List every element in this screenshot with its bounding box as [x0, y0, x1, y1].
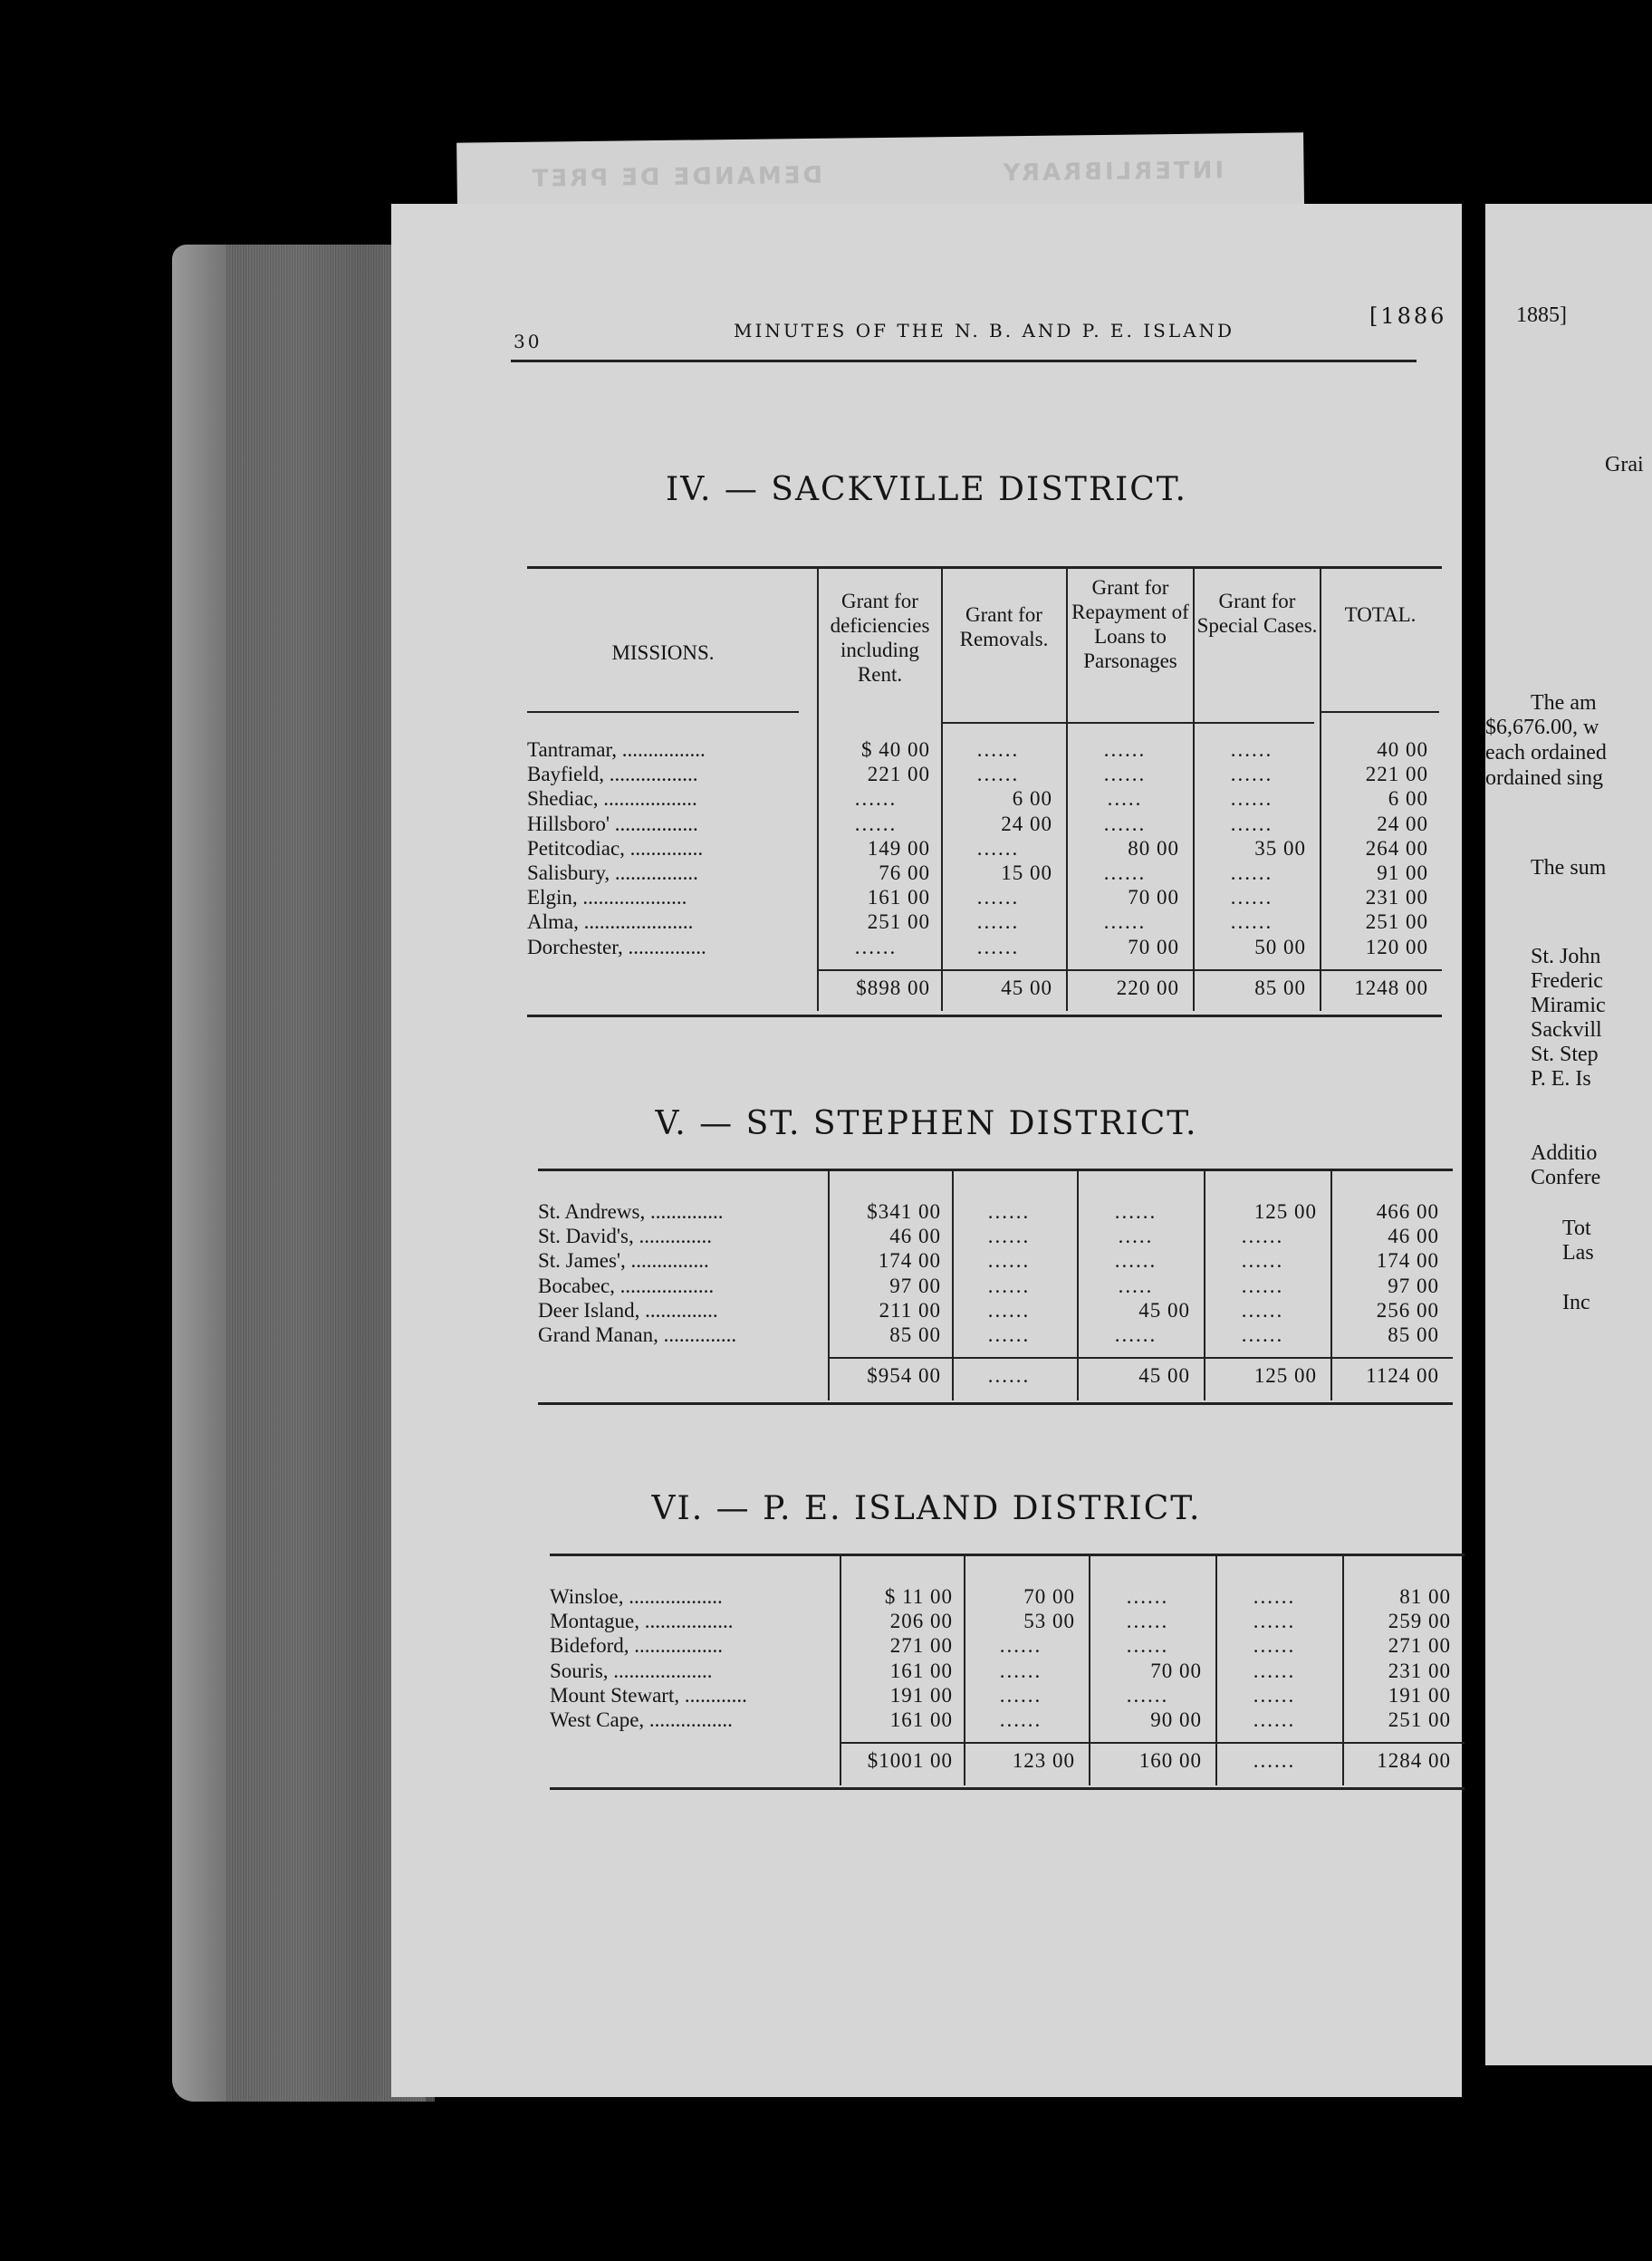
cell-removals: ...... [987, 1249, 1031, 1273]
cell-repayment: ...... [1103, 812, 1147, 835]
cell-removals: ...... [999, 1683, 1042, 1707]
facing-page-text: The am [1531, 691, 1597, 715]
cell-total: 46 00 [1388, 1225, 1439, 1248]
cell-removals: 24 00 [1001, 812, 1052, 835]
column-header-removals: Grant for Removals. [959, 603, 1049, 650]
cell-special: ...... [1230, 861, 1273, 884]
cell-repayment: ..... [1118, 1225, 1154, 1248]
totals-row [527, 977, 1442, 1004]
table-bottom-rule [550, 1787, 1465, 1790]
cell-deficiencies: 149 00 [867, 836, 930, 860]
table-row [527, 813, 1442, 837]
cell-repayment: ..... [1118, 1274, 1154, 1297]
cell-repayment: ...... [1126, 1683, 1169, 1707]
facing-page-text: each ordained [1485, 741, 1607, 765]
cell-deficiencies: 97 00 [889, 1274, 941, 1297]
cell-repayment: ...... [1114, 1200, 1157, 1223]
table-bottom-rule [527, 1015, 1442, 1017]
cell-removals: ...... [987, 1298, 1031, 1322]
table-bottom-rule [538, 1402, 1453, 1405]
cell-total: 221 00 [1365, 763, 1428, 786]
column-header-deficiencies: Grant for deficiencies including Rent. [830, 590, 930, 686]
total-deficiencies: $954 00 [867, 1364, 941, 1388]
total-removals: 45 00 [1001, 976, 1052, 999]
cell-repayment: ...... [1126, 1634, 1169, 1658]
mission-name: St. David's, .............. [538, 1225, 712, 1248]
table-row [550, 1585, 1465, 1610]
cell-total: 174 00 [1376, 1249, 1439, 1273]
table-row [538, 1225, 1453, 1249]
mission-name: Petitcodiac, .............. [527, 836, 704, 860]
total-total: 1124 00 [1366, 1364, 1439, 1388]
table-row [538, 1299, 1453, 1323]
cell-repayment: ..... [1107, 787, 1143, 811]
cell-removals: ...... [987, 1323, 1031, 1346]
cell-deficiencies: 251 00 [867, 910, 930, 934]
cell-deficiencies: 161 00 [889, 1659, 953, 1682]
cell-repayment: 45 00 [1138, 1298, 1190, 1322]
column-header-total: TOTAL. [1344, 603, 1417, 626]
cell-deficiencies: 271 00 [889, 1634, 953, 1658]
facing-page-text: Tot [1562, 1217, 1591, 1240]
cell-removals: ...... [999, 1708, 1042, 1731]
table-row [527, 837, 1442, 861]
slip-line-1: INTERLIBRARY [1000, 157, 1225, 188]
cell-deficiencies: $ 11 00 [884, 1585, 953, 1608]
mission-name: Alma, ..................... [527, 910, 694, 934]
table-row [538, 1323, 1453, 1348]
cell-removals: ...... [999, 1634, 1042, 1658]
table-row [550, 1708, 1465, 1733]
cell-deficiencies: $341 00 [867, 1200, 941, 1223]
column-header-special: Grant for Special Cases. [1196, 590, 1318, 637]
cell-total: 191 00 [1388, 1683, 1451, 1707]
mission-name: Montague, ................. [550, 1610, 734, 1633]
column-header-repayment: Grant for Repayment of Loans to Parsonages [1071, 576, 1189, 672]
facing-page [1485, 204, 1652, 2065]
table-row [527, 910, 1442, 935]
facing-page-text: $6,676.00, w [1485, 716, 1599, 739]
cell-deficiencies: $ 40 00 [861, 738, 930, 761]
mission-name: Grand Manan, .............. [538, 1323, 737, 1346]
cell-special: ...... [1241, 1323, 1284, 1346]
cell-total: 120 00 [1365, 935, 1428, 958]
table-row [527, 886, 1442, 910]
district-table [527, 566, 1442, 999]
facing-page-year: 1885] [1516, 303, 1567, 327]
table-row [527, 861, 1442, 886]
facing-page-text: Sackvill [1531, 1018, 1602, 1042]
facing-page-text: Grai [1605, 453, 1644, 476]
running-title: MINUTES OF THE N. B. AND P. E. ISLAND [734, 320, 1235, 342]
cell-total: 81 00 [1399, 1585, 1451, 1608]
table-row [538, 1275, 1453, 1299]
mission-name: Bayfield, ................. [527, 763, 698, 786]
cell-deficiencies: ...... [854, 812, 898, 835]
cell-special: ...... [1241, 1298, 1284, 1322]
facing-page-text: Frederic [1531, 969, 1603, 993]
cell-deficiencies: 174 00 [878, 1249, 941, 1273]
cell-total: 466 00 [1376, 1200, 1439, 1223]
cell-total: 85 00 [1388, 1323, 1439, 1346]
cell-deficiencies: ...... [854, 935, 898, 958]
total-repayment: 160 00 [1138, 1749, 1202, 1773]
cell-repayment: ...... [1103, 738, 1147, 761]
cell-special: ...... [1253, 1659, 1296, 1682]
table-row [550, 1634, 1465, 1659]
cell-special: ...... [1253, 1683, 1296, 1707]
facing-page-text: The sum [1531, 856, 1607, 880]
cell-special: ...... [1230, 787, 1273, 811]
table-top-rule [527, 566, 1442, 569]
cell-deficiencies: 46 00 [889, 1225, 941, 1248]
table-row [550, 1610, 1465, 1634]
book-page-30 [391, 204, 1462, 2097]
cell-repayment: 80 00 [1128, 836, 1179, 860]
cell-special: ...... [1230, 910, 1273, 934]
totals-row [538, 1364, 1453, 1391]
cell-deficiencies: 206 00 [889, 1610, 953, 1633]
table-row [538, 1200, 1453, 1225]
total-deficiencies: $898 00 [856, 976, 930, 999]
cell-removals: 53 00 [1023, 1610, 1075, 1633]
cell-deficiencies: 221 00 [867, 763, 930, 786]
mission-name: Shediac, .................. [527, 787, 697, 811]
mission-name: Bideford, ................. [550, 1634, 724, 1658]
table-row [527, 787, 1442, 812]
cell-total: 251 00 [1388, 1708, 1451, 1731]
facing-page-text: P. E. Is [1531, 1067, 1591, 1091]
cell-removals: 15 00 [1001, 861, 1052, 884]
cell-total: 91 00 [1377, 861, 1428, 884]
cell-total: 264 00 [1365, 836, 1428, 860]
cell-removals: ...... [976, 886, 1020, 909]
cell-special: ...... [1230, 738, 1273, 761]
cell-repayment: ...... [1103, 763, 1147, 786]
table-row [527, 763, 1442, 787]
cell-repayment: ...... [1103, 861, 1147, 884]
cell-total: 256 00 [1376, 1298, 1439, 1322]
cell-deficiencies: 191 00 [889, 1683, 953, 1707]
cell-total: 231 00 [1365, 886, 1428, 909]
cell-repayment: ...... [1103, 910, 1147, 934]
cell-special: ...... [1253, 1585, 1296, 1608]
cell-removals: ...... [976, 935, 1020, 958]
mission-name: Dorchester, ............... [527, 935, 706, 958]
mission-name: West Cape, ................ [550, 1708, 733, 1731]
cell-removals: ...... [976, 910, 1020, 934]
cell-deficiencies: 76 00 [879, 861, 930, 884]
facing-page-text: St. Step [1531, 1043, 1599, 1066]
subtotal-rule [841, 1742, 1465, 1744]
table-top-rule [538, 1169, 1453, 1171]
cell-special: ...... [1253, 1708, 1296, 1731]
mission-name: Elgin, .................... [527, 886, 687, 909]
mission-name: St. Andrews, .............. [538, 1200, 724, 1223]
mission-name: Mount Stewart, ............ [550, 1683, 747, 1707]
cell-repayment: 90 00 [1150, 1708, 1202, 1731]
facing-page-text: Additio [1531, 1141, 1598, 1165]
cell-deficiencies: 211 00 [879, 1298, 941, 1322]
cell-deficiencies: 161 00 [867, 886, 930, 909]
cell-special: ...... [1230, 886, 1273, 909]
total-total: 1248 00 [1354, 976, 1428, 999]
cell-removals: 70 00 [1023, 1585, 1075, 1608]
cell-removals: ...... [976, 836, 1020, 860]
cell-special: ...... [1241, 1249, 1284, 1273]
header-rule-total [1321, 711, 1439, 713]
total-total: 1284 00 [1377, 1749, 1451, 1773]
cell-repayment: ...... [1126, 1585, 1169, 1608]
cell-removals: ...... [976, 738, 1020, 761]
header-rule-cols [943, 722, 1314, 724]
facing-page-text: Miramic [1531, 994, 1606, 1017]
mission-name: Winsloe, .................. [550, 1585, 723, 1608]
cell-special: ...... [1241, 1274, 1284, 1297]
mission-name: Salisbury, ................ [527, 861, 698, 884]
cell-special: 50 00 [1254, 935, 1306, 958]
table-row [527, 738, 1442, 763]
subtotal-rule [830, 1357, 1453, 1359]
total-repayment: 220 00 [1116, 976, 1179, 999]
running-year: [1886 [1369, 303, 1447, 329]
facing-page-text: St. John [1531, 945, 1601, 968]
total-special: 85 00 [1254, 976, 1306, 999]
cell-removals: ...... [976, 763, 1020, 786]
mission-name: St. James', ............... [538, 1249, 709, 1273]
mission-name: Bocabec, .................. [538, 1274, 715, 1297]
cell-special: ...... [1253, 1610, 1296, 1633]
cell-total: 24 00 [1377, 812, 1428, 835]
mission-name: Souris, ................... [550, 1659, 713, 1682]
cell-removals: ...... [987, 1225, 1031, 1248]
cell-special: ...... [1241, 1225, 1284, 1248]
table-row [550, 1660, 1465, 1684]
cell-total: 40 00 [1377, 738, 1428, 761]
district-title: VI. — P. E. ISLAND DISTRICT. [651, 1490, 1202, 1527]
district-title: V. — ST. STEPHEN DISTRICT. [655, 1105, 1198, 1142]
cell-removals: ...... [987, 1200, 1031, 1223]
cell-total: 259 00 [1388, 1610, 1451, 1633]
district-title: IV. — SACKVILLE DISTRICT. [666, 471, 1187, 508]
mission-name: Hillsboro' ................ [527, 812, 698, 835]
total-repayment: 45 00 [1138, 1364, 1190, 1388]
slip-line-2: DEMANDE DE PRET [529, 161, 823, 193]
subtotal-rule [819, 969, 1442, 971]
cell-total: 251 00 [1365, 910, 1428, 934]
table-row [538, 1249, 1453, 1274]
cell-total: 97 00 [1388, 1274, 1439, 1297]
total-removals: ...... [987, 1364, 1031, 1388]
cell-total: 231 00 [1388, 1659, 1451, 1682]
page-number: 30 [514, 331, 543, 352]
cell-total: 6 00 [1388, 787, 1428, 811]
column-header-missions: MISSIONS. [611, 641, 715, 664]
cell-repayment: 70 00 [1150, 1659, 1202, 1682]
mission-name: Tantramar, ................ [527, 738, 706, 761]
total-special: ...... [1253, 1749, 1296, 1773]
totals-row [550, 1749, 1465, 1776]
cell-repayment: ...... [1114, 1323, 1157, 1346]
cell-repayment: ...... [1114, 1249, 1157, 1273]
cell-total: 271 00 [1388, 1634, 1451, 1658]
cell-removals: ...... [999, 1659, 1042, 1682]
facing-page-text: ordained sing [1485, 766, 1603, 790]
cell-special: ...... [1253, 1634, 1296, 1658]
facing-page-text: Las [1562, 1241, 1594, 1265]
facing-page-text: Confere [1531, 1166, 1601, 1189]
table-top-rule [550, 1554, 1465, 1556]
cell-special: 35 00 [1254, 836, 1306, 860]
total-removals: 123 00 [1012, 1749, 1075, 1773]
total-deficiencies: $1001 00 [867, 1749, 953, 1773]
cell-repayment: 70 00 [1128, 935, 1179, 958]
cell-special: ...... [1230, 812, 1273, 835]
cell-repayment: ...... [1126, 1610, 1169, 1633]
facing-page-text: Inc [1562, 1291, 1590, 1314]
cell-repayment: 70 00 [1128, 886, 1179, 909]
header-rule [511, 360, 1417, 362]
cell-special: 125 00 [1253, 1200, 1317, 1223]
cell-deficiencies: 161 00 [889, 1708, 953, 1731]
total-special: 125 00 [1253, 1364, 1317, 1388]
cell-special: ...... [1230, 763, 1273, 786]
table-row [527, 936, 1442, 960]
cell-removals: ...... [987, 1274, 1031, 1297]
table-row [550, 1684, 1465, 1708]
cell-removals: 6 00 [1012, 787, 1052, 811]
cell-deficiencies: ...... [854, 787, 898, 811]
header-rule [527, 711, 799, 713]
cell-deficiencies: 85 00 [889, 1323, 941, 1346]
mission-name: Deer Island, .............. [538, 1298, 718, 1322]
